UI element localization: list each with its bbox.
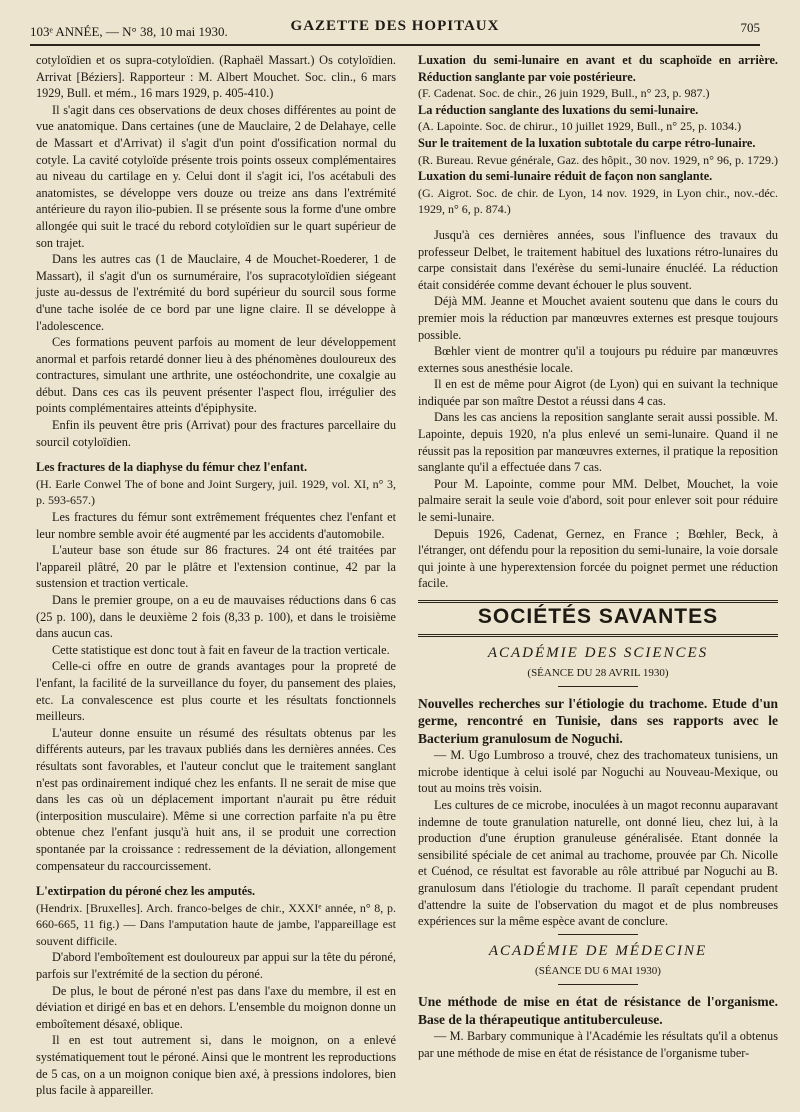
article-title: Luxation du semi-lunaire réduit de façon non sanglante.	[418, 169, 713, 184]
communication-title: Nouvelles recherches sur l'étiologie du trachome. Etude d'un germe, rencontré en Tunisie, dans ses rapports avec le Bacterium granulosum de Noguchi.	[418, 695, 778, 746]
paragraph: Enfin ils peuvent être pris (Arrivat) pour des fractures parcellaire du sourcil cotyloïdien.	[36, 418, 396, 449]
academy-heading: ACADÉMIE DES SCIENCES	[487, 644, 709, 661]
right-column	[418, 52, 778, 1061]
short-rule	[558, 686, 638, 687]
paragraph: — M. Barbary communique à l'Académie les résultats qu'il a obtenus par une méthode de mise en état de résistance de l'organisme tuber-	[418, 1029, 778, 1060]
journal-title: GAZETTE DES HOPITAUX	[290, 18, 500, 34]
article-source: (G. Aigrot. Soc. de chir. de Lyon, 14 nov. 1929, in Lyon chir., nov.-déc. 1929, n° 6, p. 874.)	[418, 185, 778, 217]
session-date: (SÉANCE DU 28 AVRIL 1930)	[527, 667, 669, 680]
page-number: 705	[740, 20, 760, 35]
paragraph: Ces formations peuvent parfois au moment de leur développement anormal et parfois retardé donner lieu à des phénomènes douloureux des contractures, simulant une arthrite, une ostéochondrite, une coxalgie au début. Dans ces cas ils peuvent présenter l'aspect flou, irrégulier des points complémentaires atteints d'épiphysite.	[36, 335, 396, 416]
article-title: La réduction sanglante des luxations du semi-lunaire.	[418, 102, 699, 117]
paragraph: D'abord l'emboîtement est douloureux par appui sur la tête du péroné, parfois sur l'extrémité de la section du péroné.	[36, 950, 396, 982]
paragraph: Déjà MM. Jeanne et Mouchet avaient soutenu que dans le cours du premier mois la réduction par manœuvres externes est presque toujours possible.	[418, 294, 778, 342]
paragraph: Pour M. Lapointe, comme pour MM. Delbet, Mouchet, la voie palmaire serait la seule voie d'abord, soit pour enlever soit pour réduire le semi-lunaire.	[418, 476, 778, 525]
paragraph: Celle-ci offre en outre de grands avantages pour la propreté de l'enfant, la facilité de la surveillance du foyer, du pansement des plaies, etc. La convalescence est plus courte et les résultats fonctionnels meilleurs.	[36, 659, 396, 724]
paragraph: Dans les autres cas (1 de Mauclaire, 4 de Mouchet-Roederer, 1 de Massart), il s'agit d'un os surnuméraire, l'os supracotyloïdien siégeant juste au-dessus de l'extrémité du bord supérieur du sourcil sous forme d'une tache isolée de ce bord par une ligne claire. Il se développe à l'adolescence.	[36, 252, 396, 333]
article-source: (F. Cadenat. Soc. de chir., 26 juin 1929, Bull., n° 23, p. 987.)	[418, 86, 710, 101]
paragraph: Depuis 1926, Cadenat, Gernez, en France ; Bœhler, Beck, à l'étranger, ont défendu pour la reposition du semi-lunaire, la voie dorsale qui jointe à une hyperextension forcée du poignet permet une réduction facile.	[418, 526, 778, 591]
paragraph: Les cultures de ce microbe, inoculées à un magot reconnu auparavant indemne de toute granulation naturelle, ont donné lieu, chez lui, à la production d'une éruption granuleuse généralisée. Etant donnée la sensibilité spéciale de cet animal au trachome, prouvée par Ch. Nicolle et Cuénod, ce résultat est favorable au rôle attribué par Noguchi au B. granulosum dans l'étiologie du trachome. Il paraît cependant prudent d'attendre la suite de l'observation du magot et de plus nombreuses expériences sur la même espèce avant de conclure.	[418, 798, 778, 929]
article-title: Les fractures de la diaphyse du fémur chez l'enfant.	[36, 460, 308, 475]
paragraph: Jusqu'à ces dernières années, sous l'influence des travaux du professeur Delbet, le traitement habituel des luxations rétro-lunaires du carpe consistait dans l'exérèse du semi-lunaire énucléé. La réduction était considérée comme devant échouer le plus souvent.	[418, 227, 778, 292]
paragraph: Cette statistique est donc tout à fait en faveur de la traction verticale.	[51, 642, 390, 657]
article-source: (R. Bureau. Revue générale, Gaz. des hôpit., 30 nov. 1929, n° 96, p. 1729.)	[418, 152, 778, 167]
paragraph: L'auteur donne ensuite un résumé des résultats obtenus par les différents auteurs, par les travaux publiés dans les dernières années. Ces résultats sont favorables, et l'auteur conclut que le traitement sanglant n'est pas ordinairement indiqué chez les enfants. Il ne serait de mise que dans les cas où un déplacement important n'aurait pu être réduit (interposition musculaire). Même si une correction parfaite n'a pu être obtenue chez l'enfant jusqu'à huit ans, il se produit une correction spontanée par la croissance : redressement de la déviation, allongement compensateur du raccourcissement.	[36, 725, 396, 873]
short-rule	[558, 934, 638, 935]
section-rule	[418, 634, 778, 637]
paragraph: Dans le premier groupe, on a eu de mauvaises réductions dans 6 cas (25 p. 100), dans le deuxième 2 fois (8,33 p. 100), et dans le troisième dans aucun cas.	[36, 593, 396, 641]
paragraph: Il s'agit dans ces observations de deux choses différentes au point de vue anatomique. Dans certaines (une de Mauclaire, 2 de Delahaye, celle de Massart et d'Arrivat) il s'agit d'un point d'ossification normal du cotyle. La cavité cotyloïde présente trois points osseux complémentaires au niveau du cartilage en y. Celui dont il s'agit ici, l'os acétabuli des anatomistes, se développe vers douze ou treize ans dans l'extrémité antérieure du rayon ilio-pubien. Il se présente sous la forme d'une ombre allongée qui suit le tracé du rebord cotyloïdien sur le quart supérieur de son trajet.	[36, 102, 396, 250]
header-rule	[30, 44, 760, 46]
short-rule	[558, 984, 638, 985]
paragraph: L'auteur base son étude sur 86 fractures. 24 ont été traitées par l'appareil plâtré, 20 par le plâtre et l'extension continue, 42 par la sustension et traction verticale.	[36, 543, 396, 591]
spacer	[418, 218, 778, 227]
article-source: (A. Lapointe. Soc. de chirur., 10 juillet 1929, Bull., n° 25, p. 1034.)	[418, 119, 742, 134]
paragraph: — M. Ugo Lumbroso a trouvé, chez des trachomateux tunisiens, un microbe identique à celui isolé par Noguchi au Nouveau-Mexique, ou tout au moins très voisin.	[418, 748, 778, 796]
communication-title: Une méthode de mise en état de résistance de l'organisme. Base de la thérapeutique antituberculeuse.	[418, 994, 778, 1027]
section-title: SOCIÉTÉS SAVANTES	[477, 605, 719, 628]
article-title: L'extirpation du péroné chez les amputés.	[36, 884, 256, 899]
issue-info: 103ᵉ ANNÉE, — N° 38, 10 mai 1930.	[30, 24, 228, 39]
page-header	[30, 18, 760, 44]
session-date: (SÉANCE DU 6 MAI 1930)	[535, 965, 661, 978]
article-title: Sur le traitement de la luxation subtotale du carpe rétro-lunaire.	[418, 135, 756, 150]
paragraph: Il en est tout autrement si, dans le moignon, on a enlevé systématiquement tout le péroné. Ainsi que le montrent les reproductions de 5 cas, on a un moignon conique bien axé, à pressions indolores, bien plus facile à appareiller.	[36, 1033, 396, 1098]
paragraph: De plus, le bout de péroné n'est pas dans l'axe du membre, il est en déviation et dirigé en bas et en dehors. L'ensemble du moignon donne un emboîtement désaxé, oblique.	[36, 983, 396, 1031]
paragraph: Les fractures du fémur sont extrêmement fréquentes chez l'enfant et leur nombre semble avoir été augmenté par les accidents d'automobile.	[36, 510, 396, 541]
article-title: Luxation du semi-lunaire en avant et du scaphoïde en arrière. Réduction sanglante par voie postérieure.	[418, 53, 778, 84]
spacer	[36, 874, 396, 883]
article-source: (H. Earle Conwel The of bone and Joint Surgery, juil. 1929, vol. XI, n° 3, p. 593-657.)	[36, 476, 396, 508]
paragraph: Il en est de même pour Aigrot (de Lyon) qui en suivant la technique indiquée par son maître Destot a réussi dans 4 cas.	[418, 377, 778, 408]
paragraph: Bœhler vient de montrer qu'il a toujours pu réduire par manœuvres externes sous anesthésie locale.	[418, 344, 778, 375]
left-column	[36, 52, 396, 1099]
spacer	[36, 450, 396, 459]
article-source: (Hendrix. [Bruxelles]. Arch. franco-belges de chir., XXXIᵉ année, n° 8, p. 660-665, 11 fig.) — Dans l'amputation haute de jambe, l'appareillage est souvent difficile.	[36, 900, 396, 948]
section-rule	[418, 600, 778, 603]
academy-heading: ACADÉMIE DE MÉDECINE	[488, 942, 708, 959]
article-continuation: cotyloïdien et os supra-cotyloïdien. (Raphaël Massart.) Os cotyloïdien. Arrivat [Béziers]. Rapporteur : M. Albert Mouchet. Soc. clin., 6 mars 1929, Bull. et mém., 16 mars 1929, p. 405-410.)	[36, 53, 396, 101]
paragraph: Dans les cas anciens la reposition sanglante serait aussi possible. M. Lapointe, depuis 1920, n'a plus enlevé un semi-lunaire. Quand il ne réussit pas la reposition par manœuvres externes, il pratique la reposition sanglante qu'il a effectuée dans 7 cas.	[418, 410, 778, 475]
